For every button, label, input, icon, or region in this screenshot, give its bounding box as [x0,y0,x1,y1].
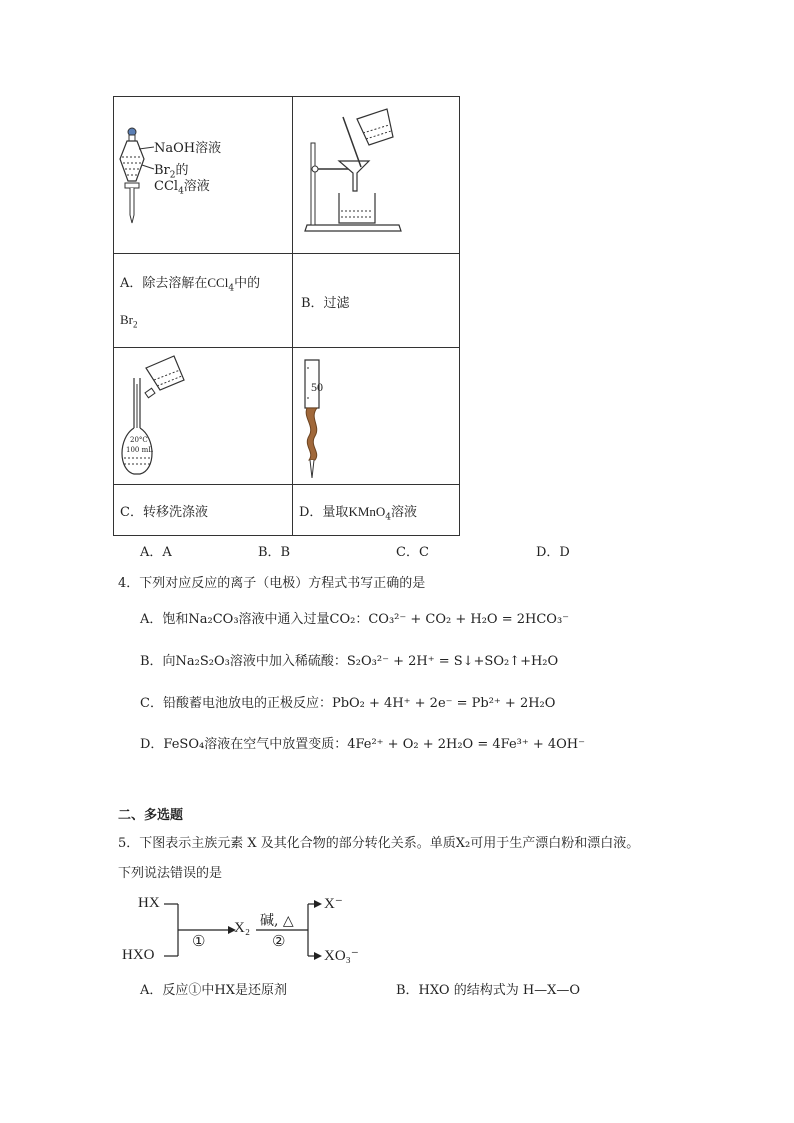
cell-c-diagram [113,347,293,485]
caption-b: B．过滤 [301,296,350,311]
burette-diagram [293,348,459,484]
q3-option-a: A．A [140,545,172,560]
br2-label: $Br_2$的 [154,163,189,181]
step1-label: ① [192,932,206,950]
q3-option-b: B．B [258,545,291,560]
caption-a-line2: $Br_2$ [120,312,138,330]
q4-option-b: B．向Na₂S₂O₃溶液中加入稀硫酸：S₂O₃²⁻ + 2H⁺ = S↓+SO₂↑+H₂O [140,654,559,669]
volumetric-flask-diagram [114,348,292,484]
q4-option-d: D．FeSO₄溶液在空气中放置变质：4Fe²⁺ + O₂ + 2H₂O = 4Fe³⁺ + 4OH⁻ [140,737,585,752]
cell-a-diagram [113,96,293,254]
x-minus-label: X⁻ [324,896,343,912]
condition-label: 碱, △ [260,913,294,929]
q4-option-c: C．铅酸蓄电池放电的正极反应：PbO₂ + 4H⁺ + 2e⁻ = Pb²⁺ + 2H₂O [140,696,556,711]
caption-a-line1: A．除去溶解在CCl$_4$中的 [120,275,261,294]
x2-label: X₂ [234,920,251,936]
q5-stem-line2: 下列说法错误的是 [118,866,223,881]
q4-option-a: A．饱和Na₂CO₃溶液中通入过量CO₂：CO₃²⁻ + CO₂ + H₂O = 2HCO₃⁻ [140,612,570,627]
caption-c: C．转移洗涤液 [120,505,208,520]
naoh-label: NaOH溶液 [154,141,222,156]
filtration-apparatus-diagram [293,97,459,253]
cell-d-diagram [292,347,460,485]
step2-label: ② [272,932,286,950]
ccl4-label: CCl$_4$溶液 [154,179,210,197]
xo3-minus-label: XO₃⁻ [324,948,359,964]
q5-stem-line1: 5．下图表示主族元素 X 及其化合物的部分转化关系。单质X₂可用于生产漂白粉和漂白液。 [118,836,640,851]
q3-option-c: C．C [396,545,429,560]
flask-temp-label: 20°C [130,436,148,444]
caption-d: D．量取KMnO$_4$溶液 [299,504,418,523]
cell-a-caption [113,253,293,348]
flask-volume-label: 100 mL [126,446,153,454]
conversion-diagram [118,890,378,970]
cell-d-caption [292,484,460,536]
apparatus-table [113,96,460,536]
q3-option-d: D．D [536,545,570,560]
hxo-label: HXO [122,947,155,963]
q4-stem: 4．下列对应反应的离子（电极）方程式书写正确的是 [118,576,426,591]
section-heading: 二、多选题 [118,808,184,823]
cell-b-caption [292,253,460,348]
burette-mark: 50 [311,380,323,394]
separatory-funnel-diagram [114,97,292,253]
hx-label: HX [138,895,160,911]
q5-option-b: B．HXO 的结构式为 H—X—O [396,983,581,998]
q5-option-a: A．反应①中HX是还原剂 [140,983,287,998]
cell-b-diagram [292,96,460,254]
cell-c-caption [113,484,293,536]
